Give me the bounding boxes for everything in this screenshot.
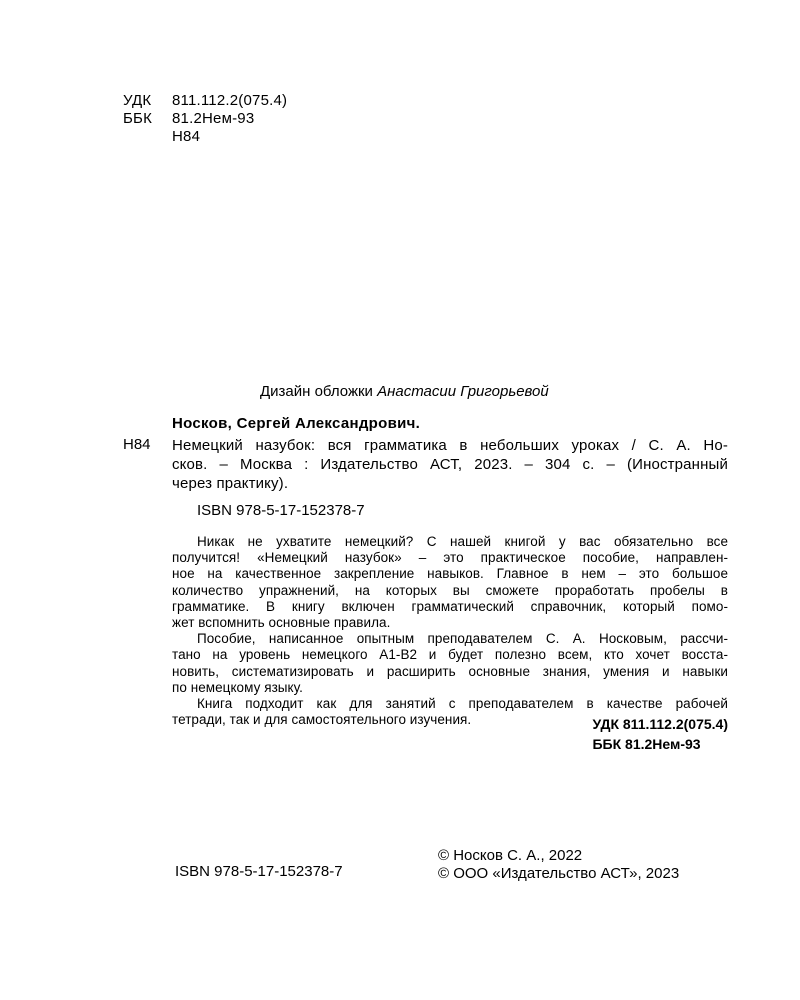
closing-bbk: ББК 81.2Нем-93 (592, 736, 701, 752)
description-line: сков. – Москва : Издательство АСТ, 2023. – 304 с. – (Иностранный (172, 456, 728, 473)
annotation-line: новить, систематизировать и расширить основные знания, умения и навыки (172, 663, 728, 679)
closing-udk: УДК 811.112.2(075.4) (592, 716, 728, 732)
annotation-line: Пособие, написанное опытным преподавателем С. А. Носковым, рассчи- (197, 631, 728, 647)
udk-value: 811.112.2(075.4) (172, 92, 288, 109)
author-heading: Носков, Сергей Александрович. (172, 415, 421, 432)
copyright-author: © Носков С. А., 2022 (438, 847, 583, 864)
closing-classification (592, 714, 728, 754)
annotation-line: по немецкому языку. (172, 679, 303, 695)
annotation-line: грамматике. В книгу включен грамматический справочник, который помо- (172, 598, 728, 614)
cover-design-prefix: Дизайн обложки (260, 383, 373, 400)
record-author-mark: Н84 (123, 436, 151, 453)
annotation-line: тано на уровень немецкого А1-В2 и будет полезно всем, кто хочет восста- (172, 647, 728, 663)
record-isbn: ISBN 978-5-17-152378-7 (197, 502, 365, 519)
annotation-line: тетради, так и для самостоятельного изучения. (172, 712, 472, 728)
bbk-value: 81.2Нем-93 (172, 110, 255, 127)
cover-designer-name: Анастасии Григорьевой (377, 383, 549, 400)
udk-label: УДК (123, 92, 152, 109)
annotation-line: Книга подходит как для занятий с преподавателем в качестве рабочей (197, 696, 728, 712)
copyright-publisher: © ООО «Издательство АСТ», 2023 (438, 865, 680, 882)
annotation-line: ное на качественное закрепление навыков. Главное в нем – это большое (172, 566, 728, 582)
footer-isbn: ISBN 978-5-17-152378-7 (175, 863, 343, 880)
bbk-label: ББК (123, 110, 153, 127)
bibliographic-description (172, 436, 728, 493)
description-line: Немецкий назубок: вся грамматика в небольших уроках / С. А. Но- (172, 437, 728, 454)
description-line: через практику). (172, 475, 289, 492)
annotation-line: количество упражнений, на которых вы сможете проработать пробелы в (172, 582, 728, 598)
annotation-line: Никак не ухватите немецкий? С нашей книгой у вас обязательно все (197, 534, 728, 549)
annotation (172, 534, 728, 728)
annotation-line: жет вспомнить основные правила. (172, 615, 391, 631)
annotation-line: получится! «Немецкий назубок» – это практическое пособие, направлен- (172, 550, 728, 566)
cover-design-credit (260, 383, 549, 400)
author-mark: Н84 (172, 128, 201, 145)
